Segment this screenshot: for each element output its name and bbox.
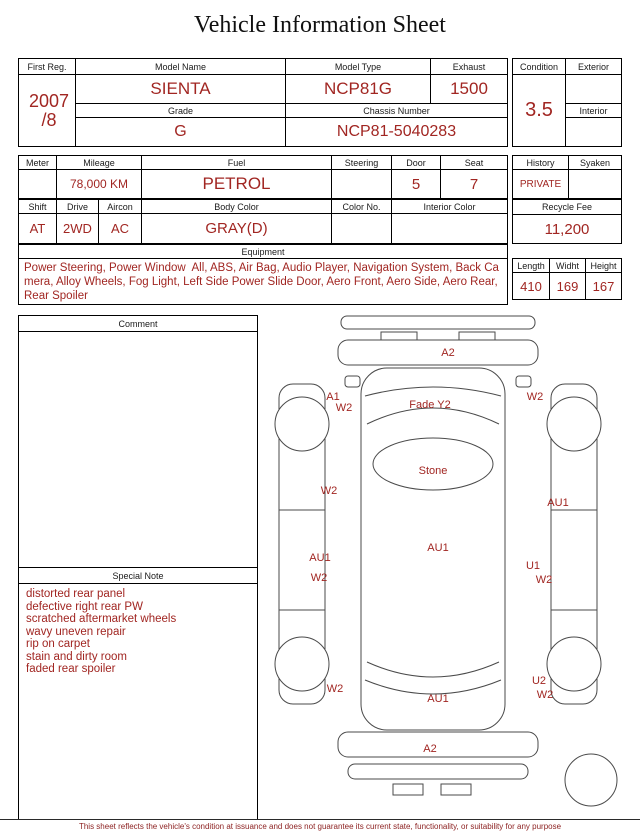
damage-marker: Stone — [418, 465, 448, 477]
front-edge-strip — [341, 316, 535, 329]
equipment-text: Power Steering, Power Window All, ABS, Air Bag, Audio Player, Navigation System, Back Camera, Alloy Wheels, Fog Light, Left Side Power Slide Door, Aero Front, Aero Side, Aero Rear, Rear Spoiler — [19, 259, 507, 304]
recycle-fee-value: 11,200 — [513, 215, 621, 243]
damage-marker: U1 — [525, 560, 541, 572]
special-note-item: scratched aftermarket wheels — [26, 613, 177, 625]
width-value: 169 — [550, 273, 585, 299]
fuel-header: Fuel — [142, 156, 331, 169]
exhaust-value: 1500 — [431, 75, 507, 103]
special-note-item: rip on carpet — [26, 638, 90, 650]
drive-value: 2WD — [57, 214, 98, 243]
equipment-table — [18, 244, 508, 305]
special-note-list — [19, 584, 257, 680]
shift-header: Shift — [19, 200, 56, 213]
page-title: Vehicle Information Sheet — [194, 12, 446, 38]
width-header: Widht — [550, 259, 585, 272]
damage-marker: W2 — [526, 391, 544, 403]
rear-right-wheel — [547, 637, 601, 691]
interior-color-header: Interior Color — [392, 200, 507, 213]
special-note-box — [18, 567, 258, 820]
footer-disclaimer: This sheet reflects the vehicle's condition at issuance and does not guarantee its current state, functionality, or suitability for any purpose — [0, 819, 640, 831]
syaken-header: Syaken — [569, 156, 621, 169]
special-note-item: distorted rear panel — [26, 588, 126, 600]
damage-marker: Fade Y2 — [409, 399, 451, 411]
shift-value: AT — [19, 214, 56, 243]
grade-value: G — [76, 118, 285, 146]
damage-marker: W2 — [535, 574, 553, 586]
door-value: 5 — [392, 170, 440, 198]
aircon-header: Aircon — [99, 200, 141, 213]
model-type-value: NCP81G — [286, 75, 430, 103]
damage-marker: W2 — [536, 689, 554, 701]
damage-marker: W2 — [310, 572, 328, 584]
damage-marker: AU1 — [547, 497, 569, 509]
damage-marker: W2 — [326, 683, 344, 695]
model-type-header: Model Type — [286, 59, 430, 74]
steering-header: Steering — [332, 156, 391, 169]
fuel-value: PETROL — [142, 170, 331, 198]
condition-table — [512, 58, 622, 147]
car-diagram-svg — [263, 312, 638, 817]
length-value: 410 — [513, 273, 549, 299]
rear-tab-right — [441, 784, 471, 795]
first-reg-value — [19, 75, 75, 146]
first-reg-header: First Reg. — [19, 59, 75, 74]
syaken-value-cell — [569, 170, 621, 198]
damage-marker: A2 — [423, 743, 437, 755]
meter-header: Meter — [19, 156, 56, 169]
drive-header: Drive — [57, 200, 98, 213]
chassis-number-header: Chassis Number — [286, 104, 507, 117]
registration-table — [18, 58, 508, 147]
damage-marker: A2 — [441, 347, 455, 359]
damage-marker: U2 — [531, 675, 547, 687]
damage-marker: W2 — [335, 402, 353, 414]
comment-box — [18, 315, 258, 568]
rear-left-wheel — [275, 637, 329, 691]
comment-header: Comment — [19, 316, 257, 332]
steering-value-cell — [332, 170, 391, 198]
interior-value-cell — [566, 118, 621, 146]
damage-marker: AU1 — [427, 542, 449, 554]
grade-header: Grade — [76, 104, 285, 117]
first-reg-year: 2007 — [28, 90, 70, 111]
model-name-value: SIENTA — [76, 75, 285, 103]
special-note-item: defective right rear PW — [26, 600, 143, 613]
damage-marker: A1 — [326, 391, 340, 403]
meter-value-cell — [19, 170, 56, 198]
special-note-item: faded rear spoiler — [26, 663, 116, 675]
spare-tire — [565, 754, 617, 806]
color-no-value-cell — [332, 214, 391, 243]
special-note-item: wavy uneven repair — [26, 625, 126, 638]
chassis-number-value: NCP81-5040283 — [286, 118, 507, 146]
condition-header: Condition — [513, 59, 565, 74]
color-table — [18, 199, 508, 244]
right-mirror — [516, 376, 531, 387]
special-note-header: Special Note — [19, 568, 257, 584]
rear-bumper — [338, 732, 538, 757]
length-header: Length — [513, 259, 549, 272]
seat-value: 7 — [441, 170, 507, 198]
condition-value: 3.5 — [513, 75, 565, 146]
left-mirror — [345, 376, 360, 387]
body-color-header: Body Color — [142, 200, 331, 213]
front-right-wheel — [547, 397, 601, 451]
aircon-value: AC — [99, 214, 141, 243]
color-no-header: Color No. — [332, 200, 391, 213]
recycle-fee-table — [512, 199, 622, 244]
interior-color-value-cell — [392, 214, 507, 243]
first-reg-month: /8 — [41, 109, 57, 130]
rear-tab-left — [393, 784, 423, 795]
height-header: Height — [586, 259, 621, 272]
damage-marker: AU1 — [309, 552, 331, 564]
equipment-header: Equipment — [19, 245, 507, 258]
front-bumper — [338, 340, 538, 365]
mileage-header: Mileage — [57, 156, 141, 169]
damage-marker: AU1 — [427, 693, 449, 705]
car-damage-diagram — [263, 312, 638, 817]
history-value: PRIVATE — [513, 170, 568, 198]
damage-marker: W2 — [320, 485, 338, 497]
door-header: Door — [392, 156, 440, 169]
exterior-value-cell — [566, 75, 621, 103]
front-left-wheel — [275, 397, 329, 451]
history-header: History — [513, 156, 568, 169]
special-note-item: stain and dirty room — [26, 650, 127, 663]
seat-header: Seat — [441, 156, 507, 169]
exhaust-header: Exhaust — [431, 59, 507, 74]
mileage-value: 78,000 KM — [57, 170, 141, 198]
meter-table — [18, 155, 508, 199]
model-name-header: Model Name — [76, 59, 285, 74]
height-value: 167 — [586, 273, 621, 299]
exterior-header: Exterior — [566, 59, 621, 74]
interior-header: Interior — [566, 104, 621, 117]
history-table — [512, 155, 622, 199]
body-color-value: GRAY(D) — [142, 214, 331, 243]
dimensions-table — [512, 258, 622, 300]
rear-edge-strip — [348, 764, 528, 779]
recycle-fee-header: Recycle Fee — [513, 200, 621, 214]
